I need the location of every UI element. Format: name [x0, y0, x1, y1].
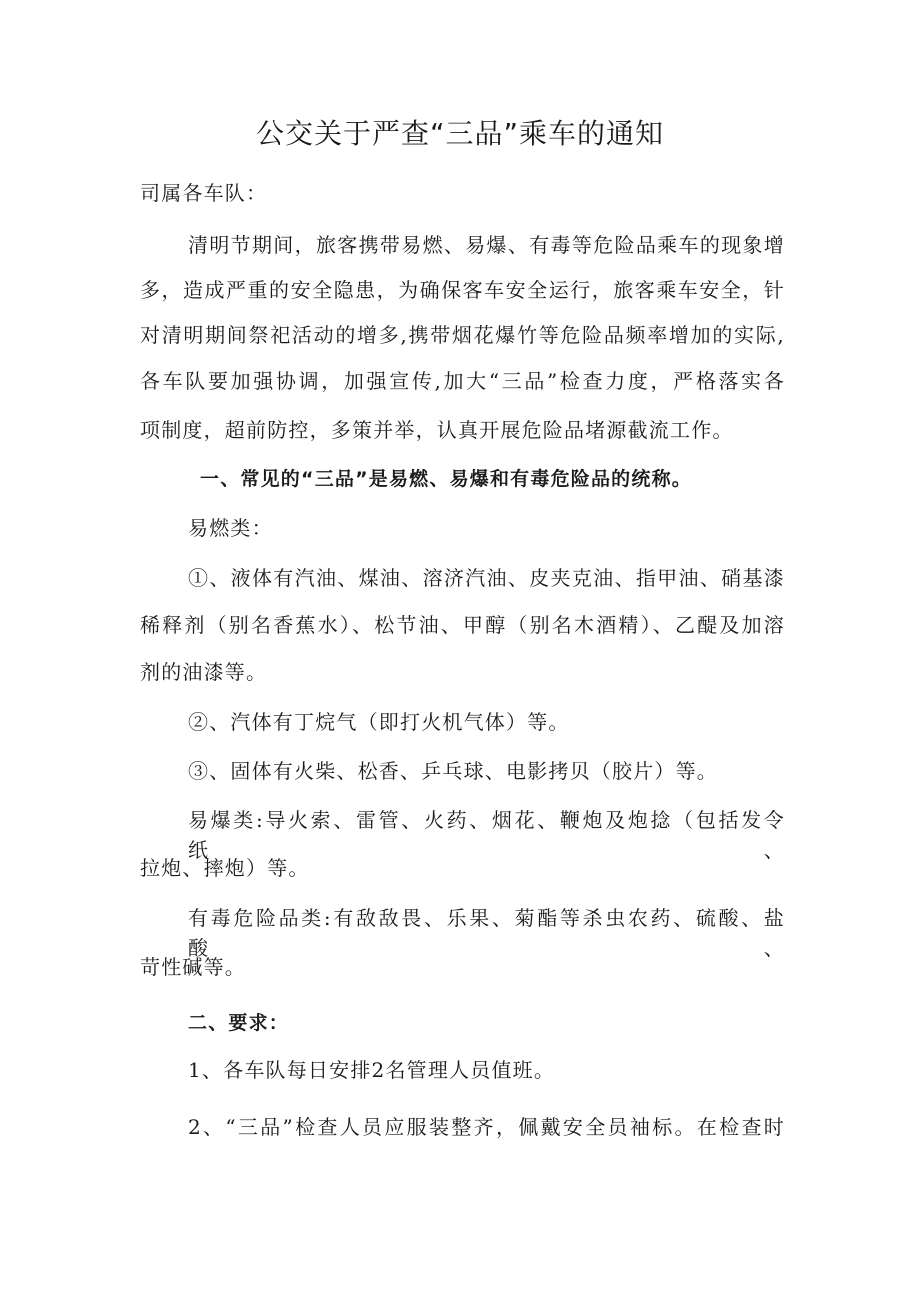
document-title: 公交关于严查“三品”乘车的通知 [255, 117, 664, 150]
intro-line-1: 清明节期间，旅客携带易燃、易爆、有毒等危险品乘车的现象增 [188, 233, 785, 257]
section-1-heading: 一、常见的“三品”是易燃、易爆和有毒危险品的统称。 [200, 468, 692, 490]
flammable-item-1-line-2: 稀释剂（别名香蕉水）、松节油、甲醇（别名木酒精）、乙醍及加溶 [140, 613, 785, 637]
intro-line-5: 项制度，超前防控，多策并举，认真开展危险品堵源截流工作。 [140, 418, 734, 442]
intro-line-3: 对清明期间祭祀活动的增多,携带烟花爆竹等危险品频率增加的实际, [140, 323, 785, 347]
explosive-line-1: 易爆类:导火索、雷管、火药、烟花、鞭炮及炮捻（包括发令纸、 [188, 808, 785, 862]
flammable-item-1-line-1: ①、液体有汽油、煤油、溶济汽油、皮夹克油、指甲油、硝基漆 [188, 566, 785, 590]
explosive-line-2: 拉炮、摔炮）等。 [140, 856, 310, 880]
intro-line-2: 多，造成严重的安全隐患，为确保客车安全运行，旅客乘车安全，针 [140, 278, 785, 302]
toxic-line-2: 苛性碱等。 [140, 955, 246, 979]
flammable-item-1-line-3: 剂的油漆等。 [140, 660, 268, 684]
flammable-item-3: ③、固体有火柴、松香、乒乓球、电影拷贝（胶片）等。 [188, 759, 718, 783]
salutation: 司属各车队： [140, 181, 268, 205]
section-2-heading: 二、要求： [188, 1012, 290, 1034]
requirement-2-line-1: 2、“三品”检查人员应服装整齐，佩戴安全员袖标。在检查时 [188, 1115, 785, 1139]
flammable-item-2: ②、汽体有丁烷气（即打火机气体）等。 [188, 710, 570, 734]
requirement-1: 1、各车队每日安排2名管理人员值班。 [188, 1058, 556, 1082]
intro-line-4: 各车队要加强协调，加强宣传,加大“三品”检查力度，严格落实各 [140, 369, 785, 393]
flammable-label: 易燃类： [188, 516, 273, 540]
toxic-line-1: 有毒危险品类:有敌敌畏、乐果、菊酯等杀虫农药、硫酸、盐酸、 [188, 906, 785, 960]
